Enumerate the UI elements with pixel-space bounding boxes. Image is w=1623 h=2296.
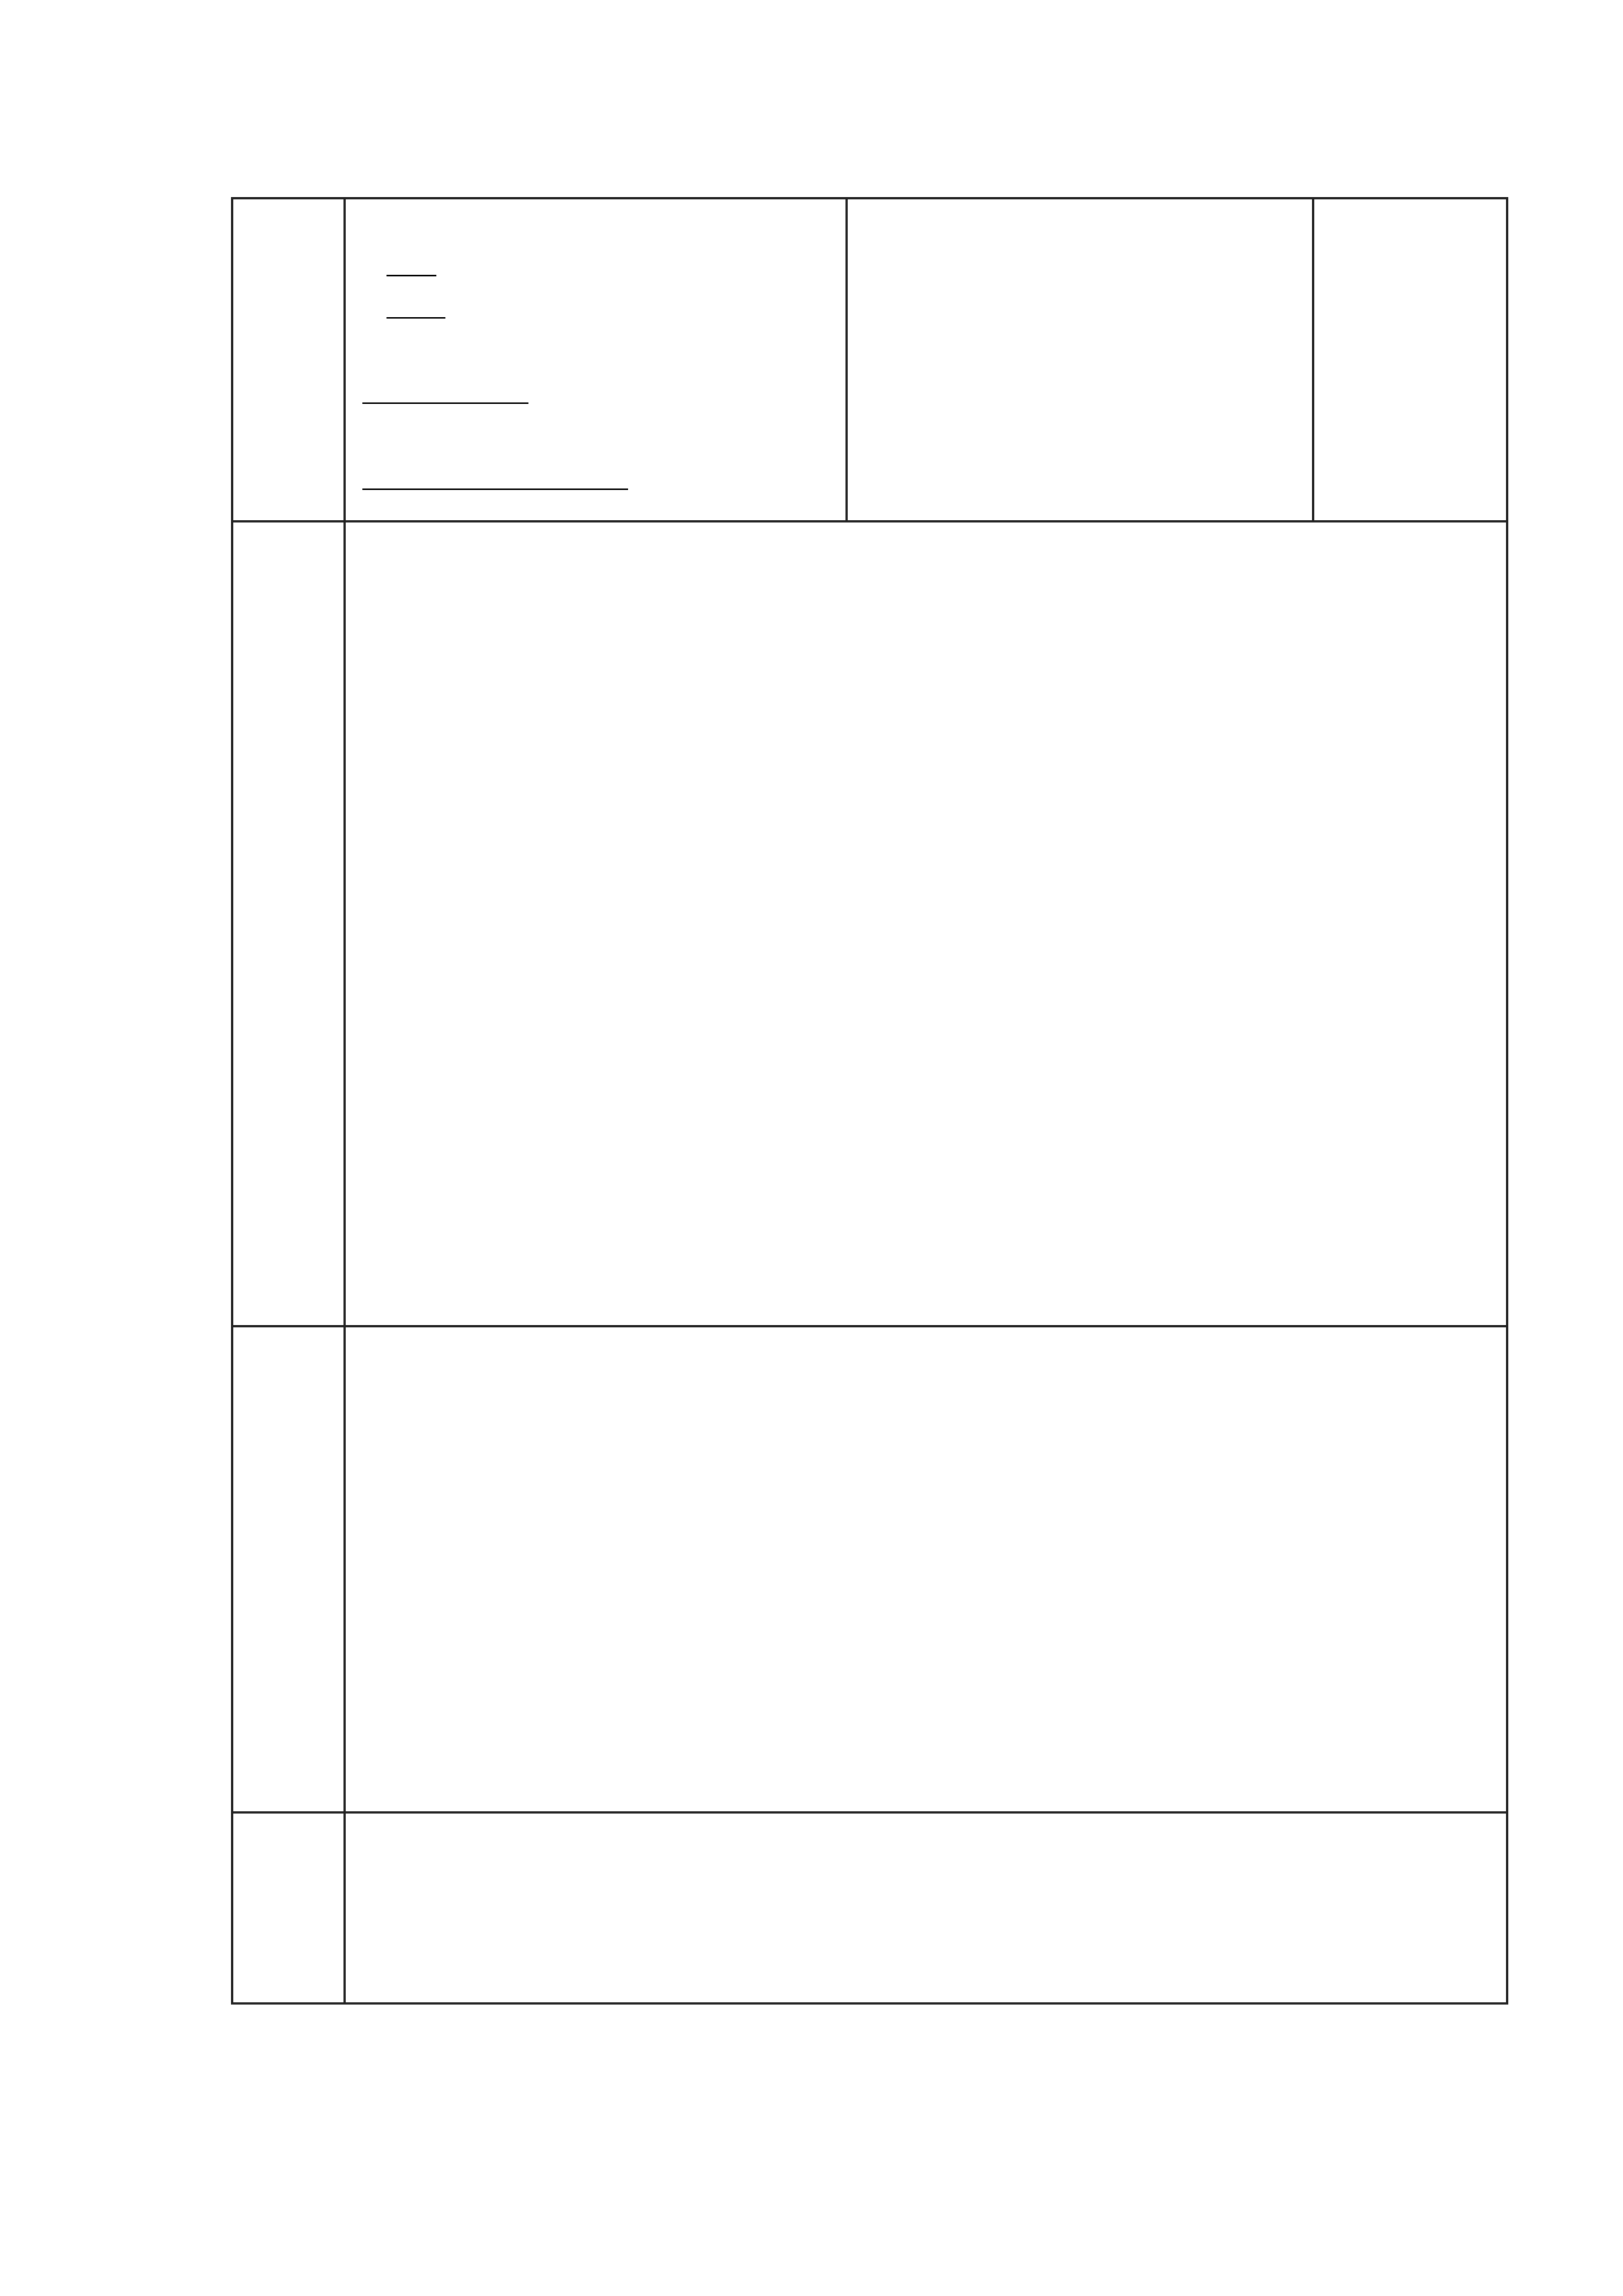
- label-column-divider: [343, 197, 346, 2005]
- row-divider-2: [231, 1325, 1508, 1327]
- question-5-line-2: [362, 380, 528, 409]
- row-divider-3: [231, 1811, 1508, 1814]
- table-border-left: [231, 197, 233, 2005]
- modification-blank[interactable]: [387, 294, 445, 319]
- check-method-blank[interactable]: [362, 380, 528, 404]
- notes-column-divider: [1312, 197, 1314, 522]
- question-4-line-2: [387, 252, 436, 282]
- table-border-bottom: [231, 2002, 1508, 2005]
- table-border-right: [1506, 197, 1508, 2005]
- answer-column-divider: [845, 197, 848, 522]
- instrument-blank[interactable]: [387, 252, 436, 276]
- question-6-line-2: [362, 466, 628, 495]
- table-border-top: [231, 197, 1508, 199]
- question-4-line-3: [387, 294, 445, 324]
- row-divider-1: [231, 520, 1508, 522]
- precautions-blank[interactable]: [362, 466, 628, 490]
